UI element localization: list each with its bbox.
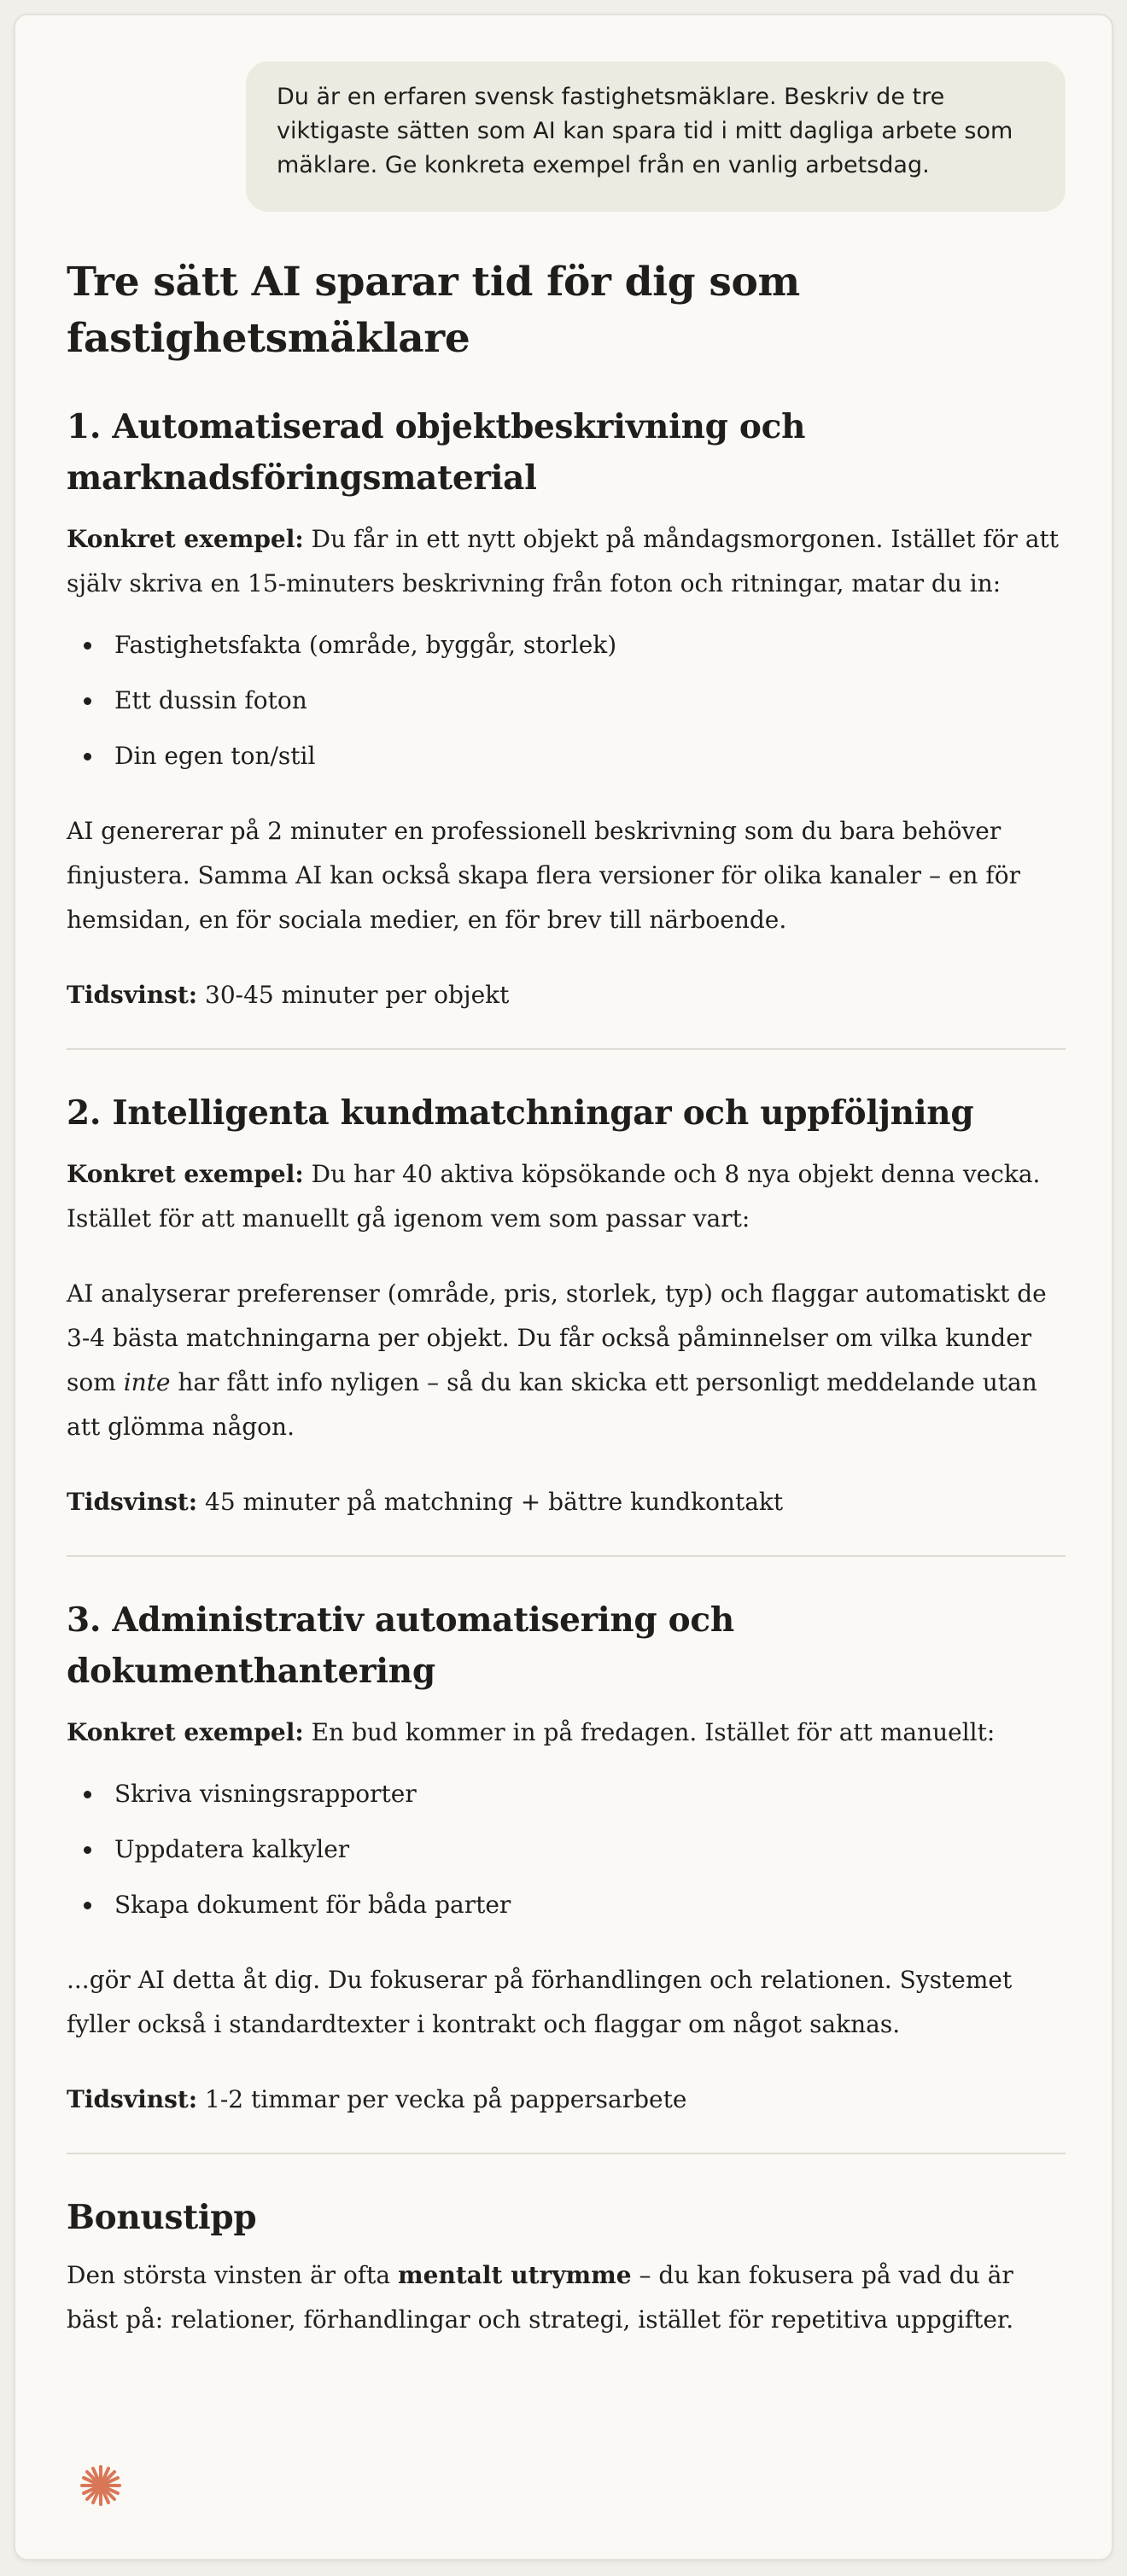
- section-3-example-label: Konkret exempel:: [67, 1718, 304, 1746]
- section-1-heading: 1. Automatiserad objektbeskrivning och marknadsföringsmaterial: [67, 407, 806, 498]
- section-2-body-emphasis: inte: [123, 1368, 171, 1396]
- section-1-example-label: Konkret exempel:: [67, 525, 304, 553]
- bonus-text-post: – du kan fokusera på vad du är bäst på: relationer, förhandlingar och strategi, istället för repetitiva uppgifter.: [67, 2261, 1014, 2334]
- section-1-gain-label: Tidsvinst:: [67, 981, 198, 1009]
- section-2-body-pre: AI analyserar preferenser (område, pris, storlek, typ) och flaggar automatiskt de 3-4 bästa matchningarna per objekt. Du får också påminnelser om vilka kunder som: [67, 1279, 1047, 1396]
- section-3-gain-text: 1-2 timmar per vecka på pappersarbete: [197, 2085, 687, 2113]
- section-3-example-text: En bud kommer in på fredagen. Istället för att manuellt:: [303, 1718, 996, 1746]
- list-item: Ett dussin foton: [67, 679, 1066, 723]
- list-item: Uppdatera kalkyler: [67, 1827, 1066, 1872]
- section-1-gain-text: 30-45 minuter per objekt: [197, 981, 510, 1009]
- section-2-time-gain: [67, 1480, 1066, 1524]
- section-1-time-gain: [67, 973, 1066, 1017]
- section-2-example: [67, 1152, 1066, 1241]
- divider: [67, 1048, 1066, 1050]
- user-message-text: Du är en erfaren svensk fastighetsmäklare. Beskriv de tre viktigaste sätten som AI kan spara tid i mitt dagliga arbete som mäklare. Ge konkreta exempel från en vanlig arbetsdag.: [277, 84, 1013, 178]
- section-3-gain-label: Tidsvinst:: [67, 2085, 198, 2113]
- bonus-text-bold: mentalt utrymme: [398, 2261, 632, 2289]
- section-3-time-gain: [67, 2078, 1066, 2122]
- conversation-card: [14, 14, 1113, 2561]
- bonus-text: [67, 2253, 1066, 2342]
- section-2-body: [67, 1272, 1066, 1449]
- list-item: Fastighetsfakta (område, byggår, storlek): [67, 623, 1066, 667]
- section-1-example-text: Du får in ett nytt objekt på måndagsmorgonen. Istället för att själv skriva en 15-minuters beskrivning från foton och ritningar, matar du in:: [67, 525, 1060, 597]
- divider: [67, 1555, 1066, 1557]
- divider: [67, 2153, 1066, 2154]
- section-2-heading: 2. Intelligenta kundmatchningar och uppföljning: [67, 1093, 974, 1133]
- claude-spark-icon: [79, 2463, 123, 2508]
- list-item: Skapa dokument för båda parter: [67, 1883, 1066, 1927]
- section-2-gain-label: Tidsvinst:: [67, 1488, 198, 1516]
- assistant-response: [67, 254, 1066, 2373]
- section-2-example-text: Du har 40 aktiva köpsökande och 8 nya objekt denna vecka. Istället för att manuellt gå igenom vem som passar vart:: [67, 1160, 1041, 1233]
- section-2-example-label: Konkret exempel:: [67, 1160, 304, 1188]
- bonus-heading: Bonustipp: [67, 2198, 257, 2237]
- section-3-example: [67, 1711, 1066, 1755]
- section-1-example: [67, 517, 1066, 606]
- bonus-text-pre: Den största vinsten är ofta: [67, 2261, 399, 2289]
- response-title: Tre sätt AI sparar tid för dig som fastighetsmäklare: [67, 259, 800, 362]
- section-1-body: AI genererar på 2 minuter en professionell beskrivning som du bara behöver finjustera. Samma AI kan också skapa flera versioner för olika kanaler – en för hemsidan, en för sociala medier, en för brev till närboende.: [67, 817, 1020, 934]
- section-3-bullet-list: [67, 1772, 1066, 1927]
- section-2-gain-text: 45 minuter på matchning + bättre kundkontakt: [197, 1488, 784, 1516]
- list-item: Din egen ton/stil: [67, 734, 1066, 778]
- section-1-bullet-list: [67, 623, 1066, 778]
- section-2-body-post: har fått info nyligen – så du kan skicka ett personligt meddelande utan att glömma någon.: [67, 1368, 1037, 1441]
- user-message-bubble: [246, 61, 1066, 212]
- list-item: Skriva visningsrapporter: [67, 1772, 1066, 1816]
- section-3-body: ...gör AI detta åt dig. Du fokuserar på förhandlingen och relationen. Systemet fyller också i standardtexter i kontrakt och flaggar om något saknas.: [67, 1966, 1013, 2038]
- section-3-heading: 3. Administrativ automatisering och dokumenthantering: [67, 1600, 734, 1691]
